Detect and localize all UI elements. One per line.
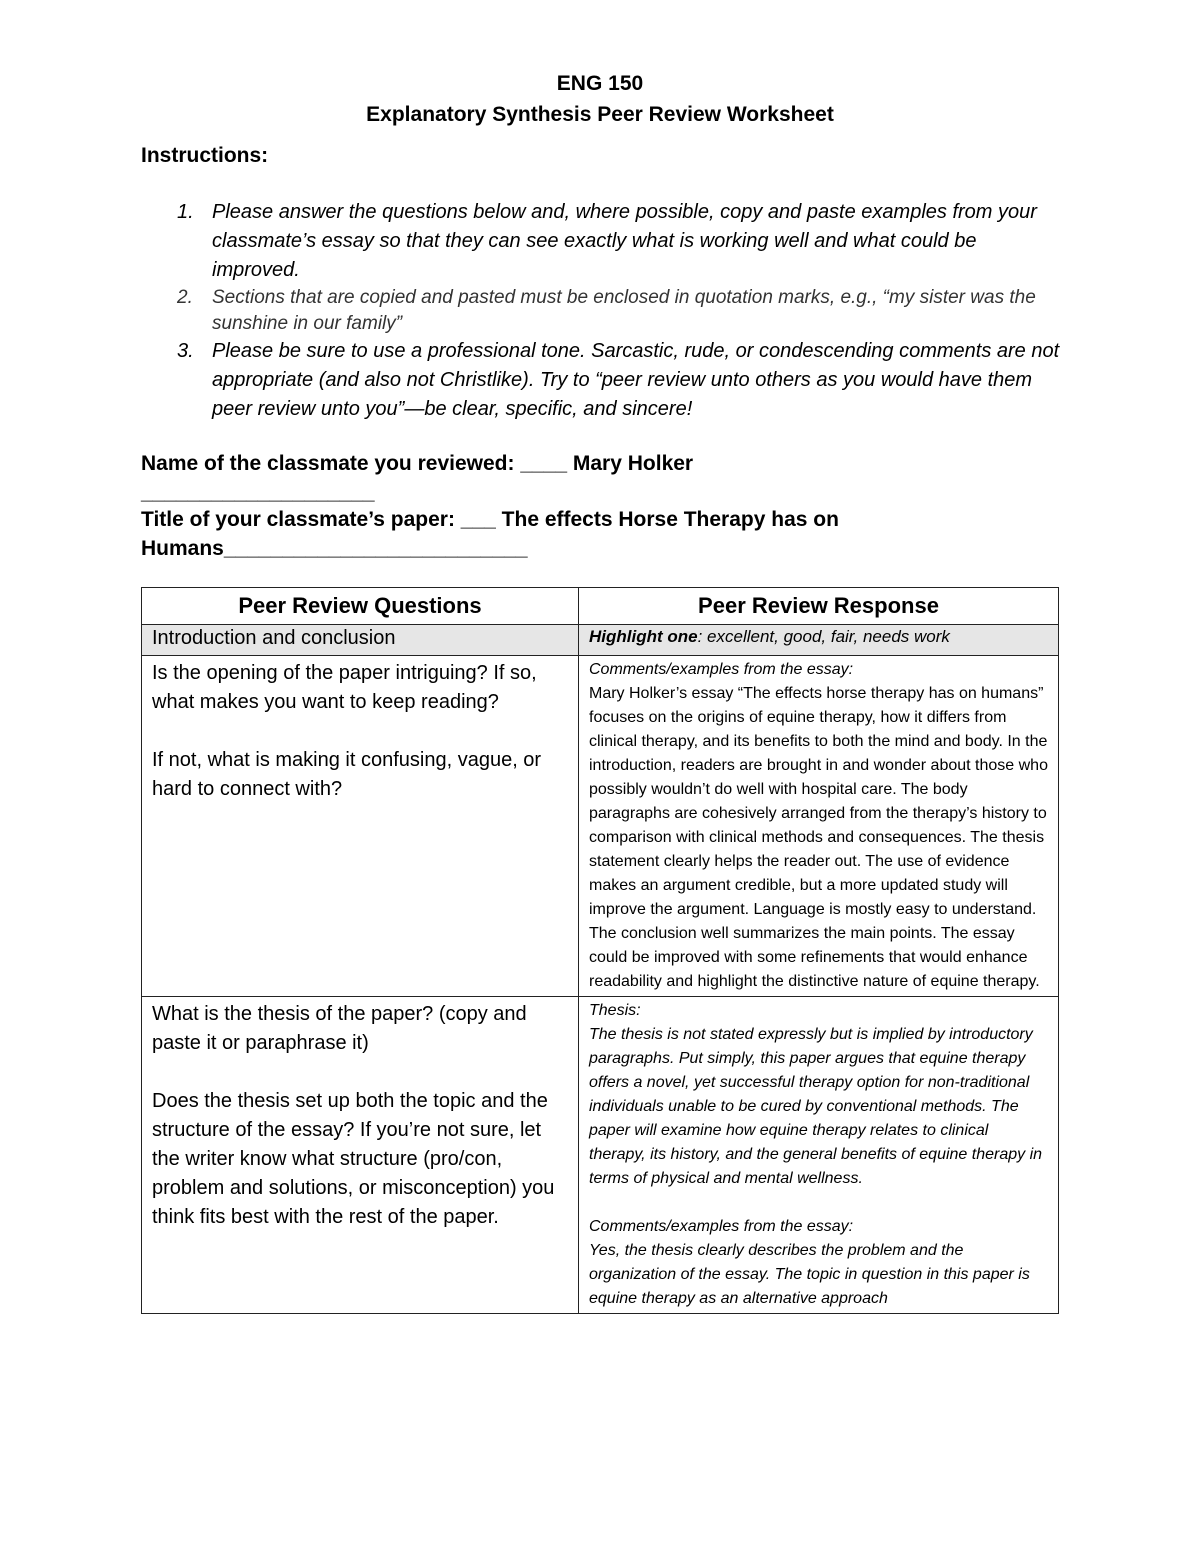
response-cell[interactable] <box>579 997 1059 1314</box>
table-row <box>142 997 1059 1314</box>
response-cell[interactable] <box>579 656 1059 997</box>
instruction-item <box>141 285 1061 337</box>
section-row <box>142 625 1059 656</box>
classmate-name-field <box>141 449 901 507</box>
response-label: Comments/examples from the essay: <box>589 1218 854 1235</box>
thesis-text: The thesis is not stated expressly but is implied by introductory paragraphs. Put simply, this paper argues that equine therapy offers a novel, yet successful therapy option for non-traditional individuals unable to be cured by conventional methods. The paper will examine how equine therapy relates to clinical therapy, its history, and the general benefits of equine therapy in terms of physical and mental wellness. <box>589 1026 1043 1187</box>
worksheet-title: Explanatory Synthesis Peer Review Worksheet <box>366 103 834 126</box>
highlight-label: Highlight one <box>589 627 698 646</box>
question-text: Is the opening of the paper intriguing? If so, what makes you want to keep reading? <box>152 662 537 713</box>
paper-title-field <box>141 505 841 563</box>
paper-title-label: Title of your classmate’s paper: <box>141 508 455 531</box>
question-text: If not, what is making it confusing, vague, or hard to connect with? <box>152 749 542 800</box>
section-label: Introduction and conclusion <box>142 625 579 656</box>
questions-column-header: Peer Review Questions <box>142 588 579 625</box>
response-text: Mary Holker’s essay “The effects horse therapy has on humans” focuses on the origins of equine therapy, how it differs from clinical therapy, and its benefits to both the mind and body. In the introduction, readers are brought in and wonder about those who possibly wouldn’t do well with hospital care. The body paragraphs are cohesively arranged from the therapy’s history to comparison with clinical methods and consequences. The thesis statement clearly helps the reader out. The use of evidence makes an argument credible, but a more updated study will improve the argument. Language is mostly easy to understand. The conclusion well summarizes the main points. The essay could be improved with some refinements that would enhance readability and highlight the distinctive nature of equine therapy. <box>589 685 1048 990</box>
peer-review-table <box>141 587 1059 1314</box>
instruction-number: 2. <box>177 287 193 308</box>
instruction-text: Please be sure to use a professional tone. Sarcastic, rude, or condescending comments are not appropriate (and also not Christlike). Try to “peer review unto others as you would have them peer review unto you”—be clear, specific, and sincere! <box>212 340 1060 420</box>
paper-title-value[interactable]: ___ The effects Horse Therapy has on Humans__________________________ <box>141 508 839 560</box>
instruction-number: 3. <box>177 340 194 362</box>
rating-highlight[interactable] <box>579 625 1059 656</box>
instructions-list <box>141 198 1061 424</box>
classmate-name-label: Name of the classmate you reviewed: <box>141 452 515 475</box>
question-cell <box>142 656 579 997</box>
instruction-item <box>141 198 1061 285</box>
instruction-item <box>141 337 1061 424</box>
thesis-label: Thesis: <box>589 1002 641 1019</box>
question-text: Does the thesis set up both the topic and the structure of the essay? If you’re not sure, let the writer know what structure (pro/con, problem and solutions, or misconception) you think fits best with the rest of the paper. <box>152 1090 555 1228</box>
instruction-text: Please answer the questions below and, where possible, copy and paste examples from your classmate’s essay so that they can see exactly what is working well and what could be improved. <box>212 201 1037 281</box>
highlight-options: : excellent, good, fair, needs work <box>697 627 950 646</box>
response-column-header: Peer Review Response <box>579 588 1059 625</box>
instruction-text: Sections that are copied and pasted must be enclosed in quotation marks, e.g., “my sister was the sunshine in our family” <box>212 287 1036 334</box>
course-title: ENG 150 <box>556 72 644 95</box>
classmate-name-value[interactable]: ____ Mary Holker ____________________ <box>141 452 694 504</box>
response-text: Yes, the thesis clearly describes the problem and the organization of the essay. The topic in question in this paper is equine therapy as an alternative approach <box>589 1242 1030 1307</box>
table-row <box>142 656 1059 997</box>
instruction-number: 1. <box>177 201 194 223</box>
instructions-heading: Instructions: <box>141 144 269 167</box>
question-cell <box>142 997 579 1314</box>
response-label: Comments/examples from the essay: <box>589 661 854 678</box>
question-text: What is the thesis of the paper? (copy and paste it or paraphrase it) <box>152 1003 527 1054</box>
